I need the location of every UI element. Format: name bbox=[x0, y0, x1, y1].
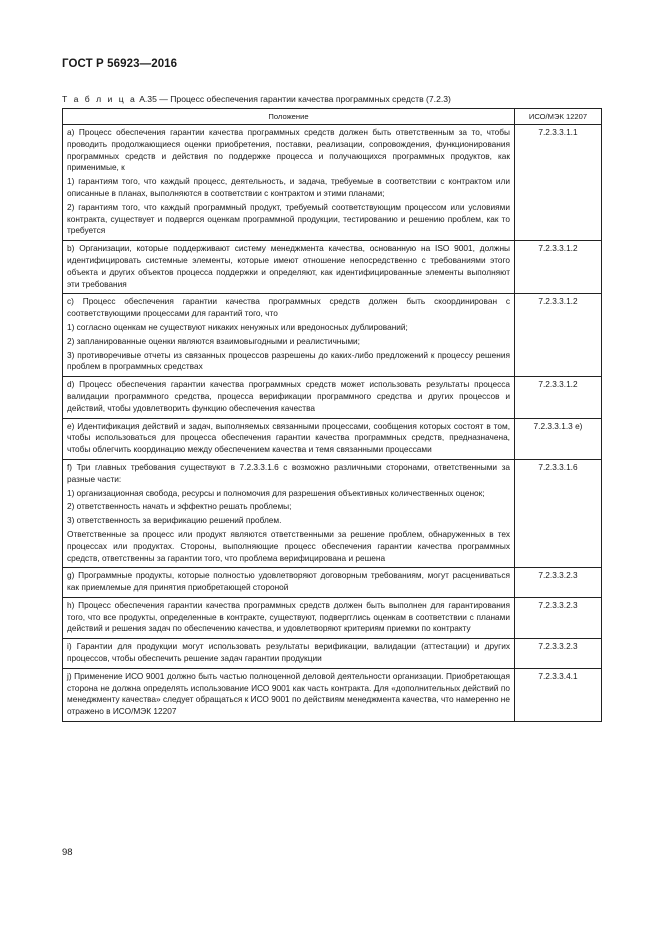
clause-reference: 7.2.3.3.1.6 bbox=[515, 459, 602, 567]
provision-cell bbox=[63, 568, 515, 598]
provision-paragraph: 3) ответственность за верификацию решений проблем. bbox=[67, 515, 282, 526]
provision-paragraph: 2) гарантиям того, что каждый программный продукт, требуемый соответствующим процессом или условиями контракта, существует и подвергся оценкам программной продукции, тестированию и решению проблем, как то требуется bbox=[67, 201, 510, 236]
clause-reference: 7.2.3.3.2.3 bbox=[515, 597, 602, 638]
table-row bbox=[63, 418, 602, 459]
clause-reference: 7.2.3.3.2.3 bbox=[515, 639, 602, 669]
clause-reference: 7.2.3.3.1.1 bbox=[515, 125, 602, 241]
provision-cell bbox=[63, 418, 515, 459]
provision-paragraph: b) Организации, которые поддерживают систему менеджмента качества, основанную на ISO 9001, должны идентифицировать системные элементы, которые имеют отношение непосредственно с требованиями этого объекта и других объектов процесса поддержки и определяют, как идентифицированные элементы выполняют эти требования bbox=[67, 243, 510, 289]
table-caption-label: Т а б л и ц а bbox=[62, 94, 137, 104]
provision-paragraph: i) Гарантии для продукции могут использовать результаты верификации, валидации (аттестации) и других процессов, чтобы обеспечить решение задач гарантии продукции bbox=[67, 641, 510, 664]
provision-paragraph: 1) согласно оценкам не существуют никаких ненужных или вредоносных дублирований; bbox=[67, 321, 408, 332]
provision-paragraph: 3) противоречивые отчеты из связанных процессов разрешены до каких-либо предложений к процессу решения проблем в программных средствах bbox=[67, 349, 510, 372]
provision-cell bbox=[63, 639, 515, 669]
provision-cell bbox=[63, 377, 515, 418]
table-caption-text: А.35 — Процесс обеспечения гарантии качества программных средств (7.2.3) bbox=[139, 94, 451, 104]
table-row bbox=[63, 597, 602, 638]
provision-paragraph: f) Три главных требования существуют в 7.2.3.3.1.6 с возможно различными сторонами, ответственными за разные части: bbox=[67, 461, 510, 484]
provision-paragraph: d) Процесс обеспечения гарантии качества программных средств может использовать результаты процесса валидации программного средства, процесса верификации программного средства и других процессов и действий, чтобы удовлетворить функцию обеспечения качества bbox=[67, 379, 510, 413]
provision-paragraph: e) Идентификация действий и задач, выполняемых связанными процессами, сообщения которых состоят в том, чтобы использоваться для процесса обеспечения гарантии качества программных средств, предназначена, чтобы облегчить координацию между обеспечением качества и темя связанными процессами bbox=[67, 420, 510, 455]
table-row bbox=[63, 241, 602, 294]
provision-paragraph: а) Процесс обеспечения гарантии качества программных средств должен быть ответственным за то, чтобы проводить продолжающиеся оценки приобретения, поставки, реализации, сопровождения, функционирования программных средств и действия по поддержке процесса и получающихся программных продуктов, как применимые, к bbox=[67, 127, 510, 173]
table-row bbox=[63, 125, 602, 241]
table-row bbox=[63, 568, 602, 598]
provision-paragraph: Ответственные за процесс или продукт являются ответственными за решение проблем, обнаруженных в тех процессах или продуктах. Стороны, выполняющие процесс обеспечения гарантии качества программных средств, ответственны за гарантии того, что проблема верифицирована и решена bbox=[67, 528, 510, 563]
document-header: ГОСТ Р 56923—2016 bbox=[62, 58, 178, 70]
column-header-standard: ИСО/МЭК 12207 bbox=[515, 109, 602, 125]
table-row bbox=[63, 459, 602, 567]
provision-cell bbox=[63, 241, 515, 294]
clause-reference: 7.2.3.3.1.2 bbox=[515, 377, 602, 418]
table-body bbox=[63, 125, 602, 722]
table-header-row bbox=[63, 109, 602, 125]
table-row bbox=[63, 294, 602, 377]
provision-paragraph: c) Процесс обеспечения гарантии качества программных средств должен быть скоординирован с соответствующими процессами для гарантий того, что bbox=[67, 296, 510, 319]
table-row bbox=[63, 377, 602, 418]
provision-cell bbox=[63, 597, 515, 638]
clause-reference: 7.2.3.3.1.2 bbox=[515, 241, 602, 294]
clause-reference: 7.2.3.3.1.2 bbox=[515, 294, 602, 377]
page-number: 98 bbox=[62, 847, 73, 858]
requirements-table bbox=[62, 108, 602, 722]
provision-paragraph: j) Применение ИСО 9001 должно быть частью полноценной деловой деятельности организации. Приобретающая сторона не должна определять использование ИСО 9001 как часть контракта. Для «дополнительных действий по менеджменту качества» следует обращаться к ИСО 9001 по действиям менеджмента качества, что намеренно не отражено в ИСО/МЭК 12207 bbox=[67, 670, 510, 717]
provision-cell bbox=[63, 459, 515, 567]
clause-reference: 7.2.3.3.4.1 bbox=[515, 668, 602, 721]
provision-paragraph: g) Программные продукты, которые полностью удовлетворяют договорным требованиям, могут расцениваться как приемлемые для принятия приобретающей стороной bbox=[67, 570, 510, 593]
provision-paragraph: 2) запланированные оценки являются взаимовыгодными и реалистичными; bbox=[67, 335, 360, 346]
table-row bbox=[63, 668, 602, 721]
column-header-provision: Положение bbox=[63, 109, 515, 125]
provision-paragraph: 1) организационная свобода, ресурсы и полномочия для разрешения объективных количественных оценок; bbox=[67, 487, 485, 498]
table-caption bbox=[62, 94, 451, 104]
clause-reference: 7.2.3.3.1.3 e) bbox=[515, 418, 602, 459]
provision-paragraph: 1) гарантиям того, что каждый процесс, деятельность, и задача, требуемые в соответствии с контрактом или описанные в планах, выполняются в соответствии с контрактом и этими планами; bbox=[67, 176, 510, 198]
provision-cell bbox=[63, 294, 515, 377]
provision-paragraph: 2) ответственность начать и эффектно решать проблемы; bbox=[67, 501, 292, 512]
table-row bbox=[63, 639, 602, 669]
provision-cell bbox=[63, 668, 515, 721]
clause-reference: 7.2.3.3.2.3 bbox=[515, 568, 602, 598]
provision-paragraph: h) Процесс обеспечения гарантии качества программных средств должен быть выполнен для гарантирования того, что все продукты, определенные в контракте, существуют, подвергглись оценкам в соответствии с планами действий и решения задач по обеспечению качества, и удовлетворяют критериям приемки по контракту bbox=[67, 599, 510, 634]
provision-cell bbox=[63, 125, 515, 241]
